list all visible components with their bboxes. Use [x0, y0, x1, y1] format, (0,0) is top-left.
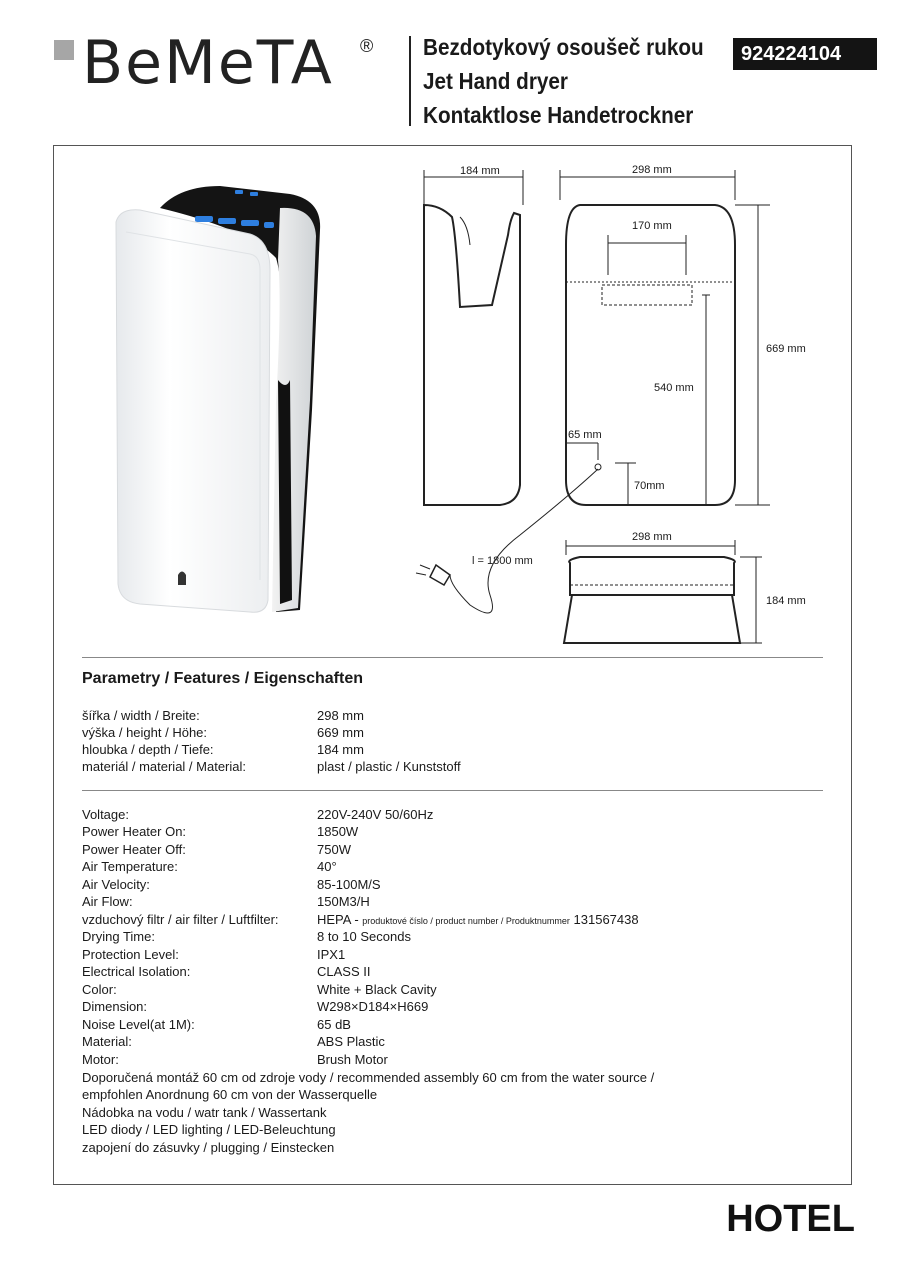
divider: [82, 657, 823, 658]
dim-65-label: 65 mm: [568, 429, 602, 441]
dim-inner-label: 170 mm: [632, 220, 672, 232]
dim-width-bottom-label: 298 mm: [632, 531, 672, 543]
note-line: empfohlen Anordnung 60 cm von der Wasserquelle: [82, 1087, 378, 1102]
title-cz: Bezdotykový osoušeč rukou: [423, 34, 704, 60]
dim-depth-bottom-label: 184 mm: [766, 595, 806, 607]
dim-depth-label: 184 mm: [460, 165, 500, 177]
header-divider: [409, 36, 411, 126]
dim-width-front-label: 298 mm: [632, 164, 672, 176]
category-label: HOTEL: [726, 1198, 855, 1240]
title-en: Jet Hand dryer: [423, 68, 568, 94]
features-title: Parametry / Features / Eigenschaften: [82, 670, 363, 687]
divider: [82, 790, 823, 791]
cable-length-label: l = 1800 mm: [472, 555, 533, 567]
logo-square: [54, 40, 74, 60]
dim-height-label: 669 mm: [766, 343, 806, 355]
technical-drawing: [410, 155, 830, 655]
product-code: 924224104: [733, 38, 877, 70]
note-line: Doporučená montáž 60 cm od zdroje vody / recommended assembly 60 cm from the water source /: [82, 1070, 655, 1085]
note-line: zapojení do zásuvky / plugging / Einstecken: [82, 1140, 335, 1155]
note-line: Nádobka na vodu / watr tank / Wassertank: [82, 1105, 327, 1120]
registered-mark: ®: [360, 36, 374, 56]
dim-70-label: 70mm: [634, 480, 665, 492]
brand-logo: BeMeTA: [82, 28, 334, 98]
product-photo: [100, 180, 340, 620]
dim-540-label: 540 mm: [654, 382, 694, 394]
title-de: Kontaktlose Handetrockner: [423, 102, 694, 128]
note-line: LED diody / LED lighting / LED-Beleuchtung: [82, 1122, 336, 1137]
